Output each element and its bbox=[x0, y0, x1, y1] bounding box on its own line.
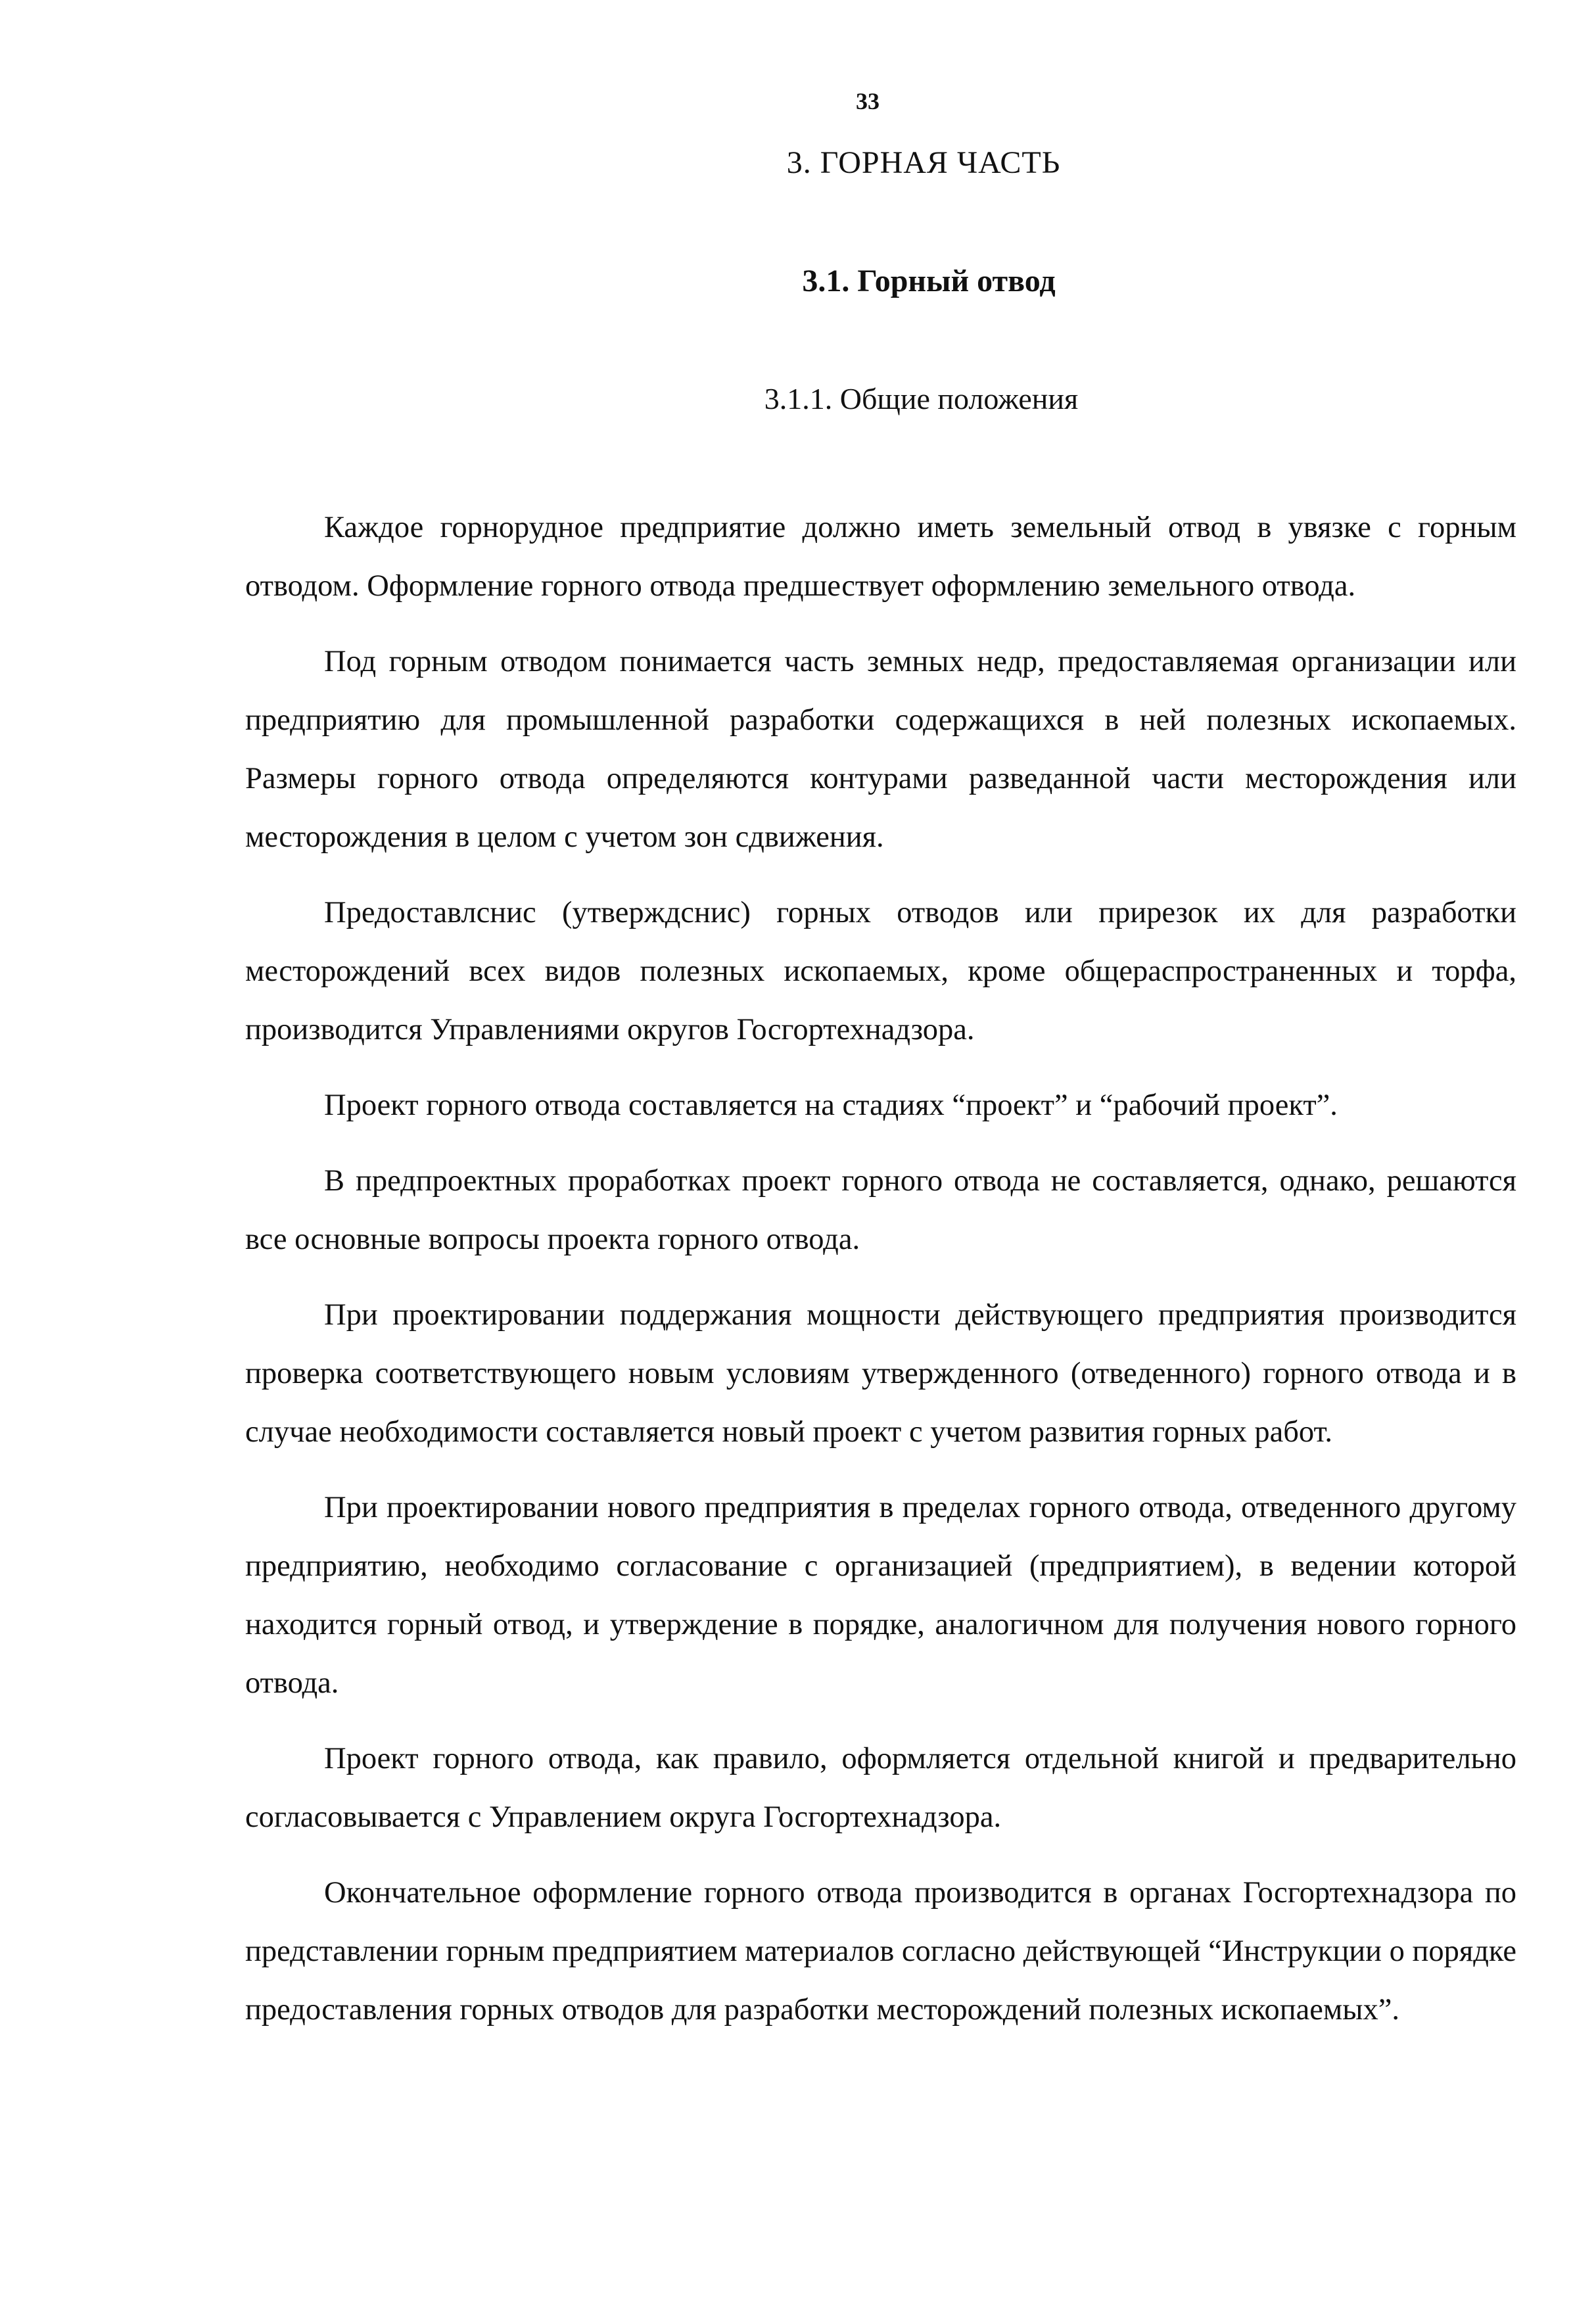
paragraph: Окончательное оформление горного отвода производится в органах Госгортехнадзора по представлении горным предприятием материалов согласно действующей “Инструкции о порядке предоставления горных отводов для разработки месторождений полезных ископаемых”. bbox=[245, 1876, 1516, 2027]
section-title: 3.1. Горный отвод bbox=[802, 264, 1056, 298]
subsection-title: 3.1.1. Общие положения bbox=[764, 382, 1079, 415]
page-number: 33 bbox=[856, 88, 880, 114]
paragraph: Под горным отводом понимается часть земных недр, предоставляемая организации или предприятию для промышленной разработки содержащихся в ней полезных ископаемых. Размеры горного отвода определяются контурами разведанной части месторождения или месторождения в целом с учетом зон сдвижения. bbox=[245, 645, 1516, 854]
paragraph: Проект горного отвода составляется на стадиях “проект” и “рабочий проект”. bbox=[324, 1089, 1338, 1122]
body-text bbox=[245, 498, 1516, 2056]
chapter-title: 3. ГОРНАЯ ЧАСТЬ bbox=[786, 145, 1061, 180]
paragraph: Проект горного отвода, как правило, оформляется отдельной книгой и предварительно согласовывается с Управлением округа Госгортехнадзора. bbox=[245, 1742, 1516, 1834]
paragraph: При проектировании поддержания мощности действующего предприятия производится проверка соответствующего новым условиям утвержденного (отведенного) горного отвода и в случае необходимости составляется новый проект с учетом развития горных работ. bbox=[245, 1298, 1516, 1449]
paragraph: В предпроектных проработках проект горного отвода не составляется, однако, решаются все основные вопросы проекта горного отвода. bbox=[245, 1164, 1516, 1256]
paragraph: Предоставлснис (утверждснис) горных отводов или прирезок их для разработки месторождений всех видов полезных ископаемых, кроме общераспространенных и торфа, производится Управлениями округов Госгортехнадзора. bbox=[245, 896, 1516, 1046]
paragraph: При проектировании нового предприятия в пределах горного отвода, отведенного другому предприятию, необходимо согласование с организацией (предприятием), в ведении которой находится горный отвод, и утверждение в порядке, аналогичном для получения нового горного отвода. bbox=[245, 1491, 1516, 1700]
paragraph: Каждое горнорудное предприятие должно иметь земельный отвод в увязке с горным отводом. Оформление горного отвода предшествует оформлению земельного отвода. bbox=[245, 511, 1516, 603]
